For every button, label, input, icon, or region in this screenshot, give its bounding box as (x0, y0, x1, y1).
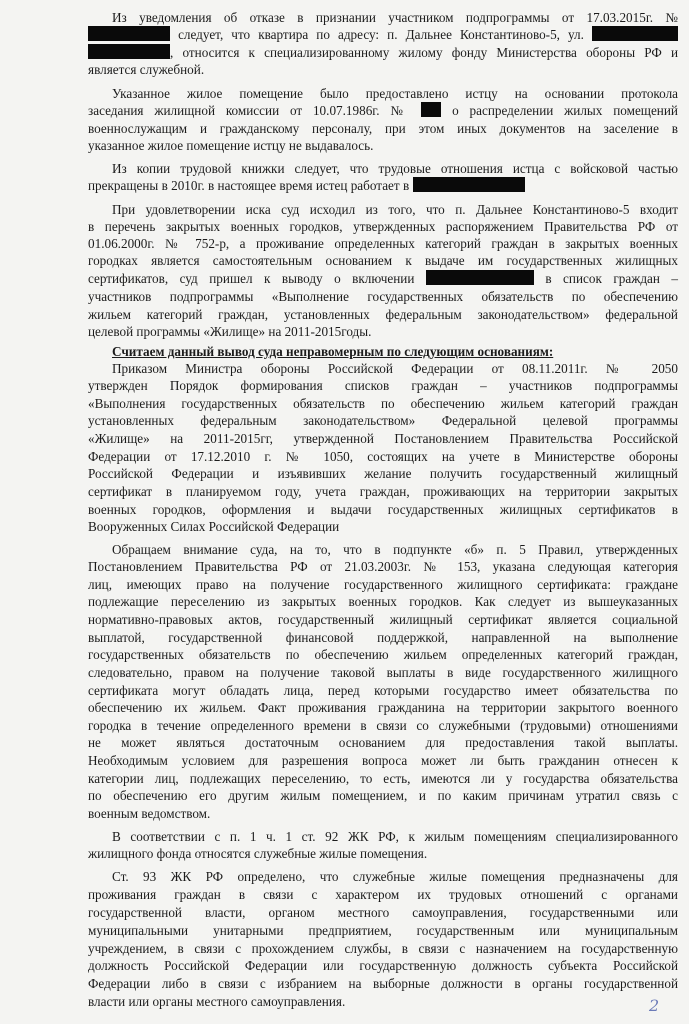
text-line: сертификата могут обладать лица, перед которыми государство имеет обязательства по (88, 683, 678, 698)
text-line: Из уведомления об отказе в признании участником подпрограммы от 17.03.2015г. № (112, 10, 678, 25)
document-page (88, 0, 678, 1024)
text-line: следует, что квартира по адресу: п. Дальнее Константиново-5, ул. (88, 26, 678, 43)
text-line: государственной власти, органом местного самоуправления, государственными или (88, 905, 678, 920)
text-line: Из копии трудовой книжки следует, что трудовые отношения истца с войсковой частью (112, 161, 678, 176)
text-line: по обеспечению его другим жилым помещением, и по каким причинам утратил связь с (88, 788, 678, 803)
text-line: При удовлетворении иска суд исходил из того, что п. Дальнее Константиново-5 входит (112, 202, 678, 217)
text-line: нормативно-правовых актов, государственный жилищный сертификат является социальной (88, 612, 678, 627)
text-line: сертификатов, суд пришел к выводу о включении в список граждан – (88, 271, 679, 286)
text-line: государственных обязательств по обеспечению жильем определенных категорий граждан, (88, 647, 678, 662)
text-line: жильем категорий граждан, установленных федеральным законодательством» федеральной (88, 307, 678, 322)
redaction-block (426, 270, 534, 285)
text-line: власти или органы местного самоуправления. (88, 994, 346, 1009)
text-line: обеспечению их жильем. Факт проживания гражданина на территории закрытого военного (88, 700, 678, 715)
text-line: , относится к специализированному жилому фонду Министерства обороны РФ и (88, 44, 678, 61)
text-line: городках является самостоятельным основанием к выдаче им государственных жилищных (88, 253, 678, 268)
text-line: жилищного фонда относятся служебные жилые помещения. (88, 846, 428, 861)
text-line: учреждением, в связи с прохождением службы, в связи с назначением на государственную (88, 941, 678, 956)
text-line: подлежащие переселению из закрытых военных городков. Как следует из вышеуказанных (88, 594, 678, 609)
text-line: в перечень закрытых военных городков, утвержденных распоряжением Правительства РФ от (88, 219, 678, 234)
text-line: участников подпрограммы «Выполнение государственных обязательств по обеспечению (88, 289, 678, 304)
text-line: целевой программы «Жилище» на 2011-2015годы. (88, 324, 372, 339)
text-line: Необходимым условием для разрешения вопроса может ли быть гражданин отнесен к (88, 753, 678, 768)
redaction-block (88, 44, 170, 59)
text-line: военнослужащим и гражданскому персоналу, при этом иных документов на заселение в (88, 121, 678, 136)
text-line: Приказом Министра обороны Российской Федерации от 08.11.2011г. № 2050 (112, 361, 678, 376)
text-line: «Жилище» на 2011-2015гг, утвержденной Постановлением Правительства Российской (88, 431, 678, 446)
text-line: прекращены в 2010г. в настоящее время истец работает в (88, 177, 678, 194)
text-line: Ст. 93 ЖК РФ определено, что служебные жилые помещения предназначены для (112, 869, 678, 884)
text-line: Российской Федерации и изъявивших желание получить государственный жилищный (88, 466, 678, 481)
text-line: Вооруженных Силах Российской Федерации (88, 519, 340, 534)
text-line: Постановлением Правительства РФ от 21.03.2003г. № 153, указана следующая категория (88, 559, 678, 574)
text-line: заседания жилищной комиссии от 10.07.1986г. № о распределении жилых помещений (88, 103, 678, 118)
text-line: указанное жилое помещение истцу не выдавалось. (88, 138, 374, 153)
text-line: не может являться достаточным основанием для предоставления такой выплаты. (88, 735, 678, 750)
text-line: Указанное жилое помещение было предоставлено истцу на основании протокола (112, 86, 678, 101)
text-line: установленных федеральным законодательством» Федеральной целевой программы (88, 413, 678, 428)
text-line: утвержден Порядок формирования списков граждан – участников подпрограммы (88, 378, 678, 393)
text-line: Обращаем внимание суда, на то, что в подпункте «б» п. 5 Правил, утвержденных (112, 542, 678, 557)
text-line: Федерации от 17.12.2010 г. № 1050, состоящих на учете в Министерстве обороны (88, 449, 678, 464)
text-line: должность Российской Федерации или государственную должность субъекта Российской (88, 958, 678, 973)
text-line: Федерации либо в связи с избранием на выборные должности в органы государственной (88, 976, 678, 991)
text-line: «Выполнения государственных обязательств по обеспечению жильем категорий граждан (88, 396, 678, 411)
redaction-block (413, 177, 525, 192)
text-line: городка в течение определенного времени в связи со служебными (трудовыми) отношениями (88, 718, 678, 733)
text-line: 01.06.2000г. № 752-р, а проживание определенных категорий граждан в закрытых военных (88, 236, 678, 251)
redaction-block (421, 102, 441, 117)
text-line: В соответствии с п. 1 ч. 1 ст. 92 ЖК РФ, к жилым помещениям специализированного (112, 829, 678, 844)
text-line: следовательно, правом на получение таковой выплаты в виде государственного жилищного (88, 665, 678, 680)
text-line: является служебной. (88, 62, 205, 77)
text-line: сертификат в планируемом году, учета граждан, проживающих на территории закрытых (88, 484, 678, 499)
text-line: выплатой, государственной финансовой поддержкой, направленной на выполнение (88, 630, 678, 645)
text-line: категории лиц, подлежащих переселению, то есть, имеются ли у государства обязательства (88, 771, 678, 786)
text-line: муниципальными унитарными предприятием, государственным или муниципальным (88, 923, 678, 938)
page-number: 2 (649, 996, 660, 1015)
text-line: лиц, имеющих право на получение государственного жилищного сертификата: граждане (88, 577, 678, 592)
text-line: проживания граждан в связи с характером их трудовых отношений с органами (88, 887, 678, 902)
redaction-block (88, 26, 170, 41)
text-line: военных городков, оформления и выдачи государственных жилищных сертификатов в (88, 502, 678, 517)
text-line: военным ведомством. (88, 806, 211, 821)
section-heading: Считаем данный вывод суда неправомерным по следующим основаниям: (112, 344, 554, 359)
redaction-block (592, 26, 678, 41)
